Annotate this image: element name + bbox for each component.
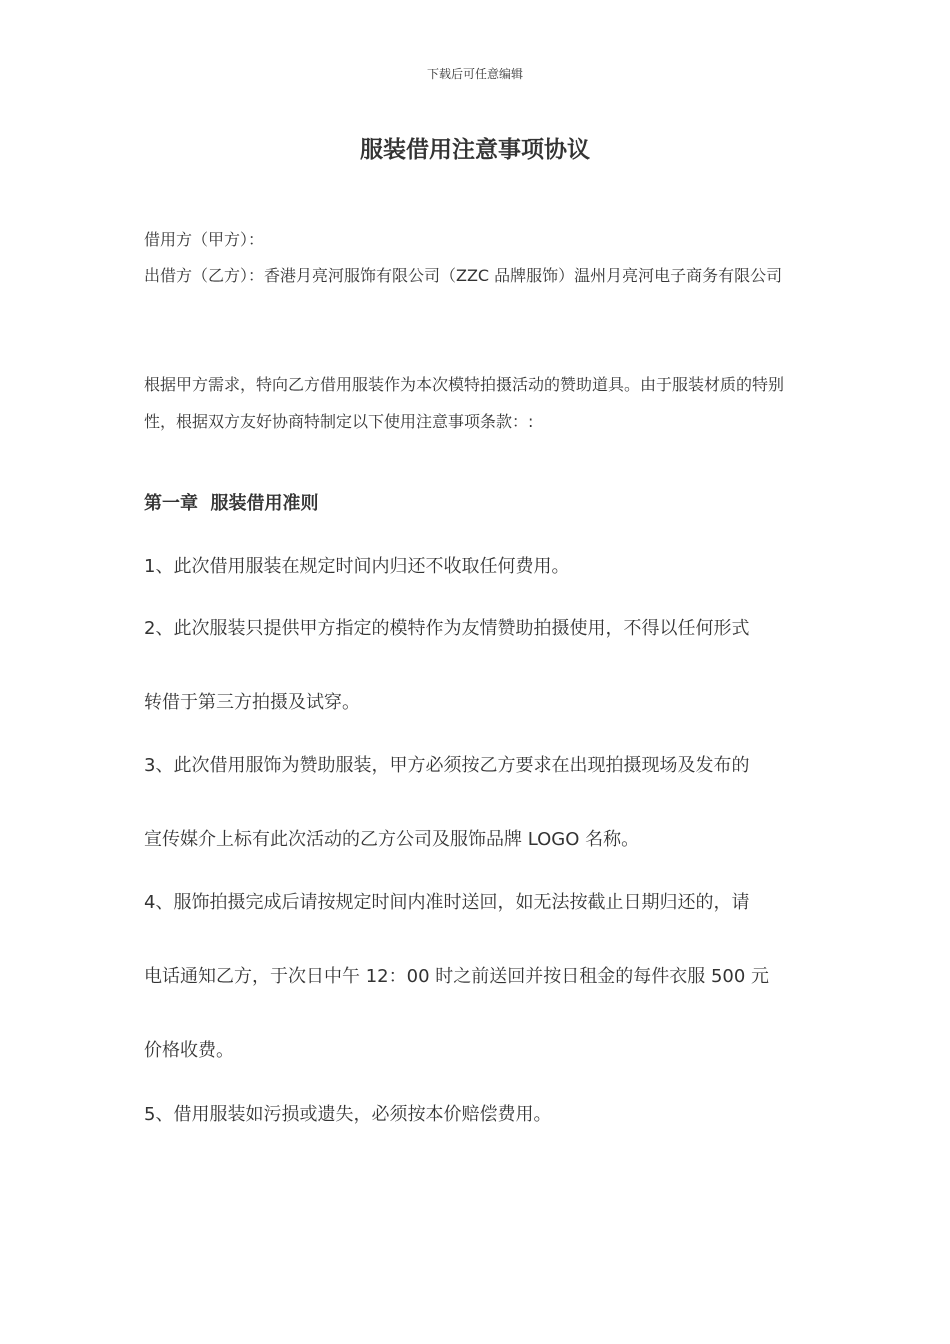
intro-paragraph: 根据甲方需求，特向乙方借用服装作为本次模特拍摄活动的赞助道具。由于服装材质的特别性，根据双方友好协商特制定以下使用注意事项条款：: <box>144 375 785 431</box>
clause-line: 3、此次借用服饰为赞助服装，甲方必须按乙方要求在出现拍摄现场及发布的 <box>144 755 750 776</box>
clause-line: 宣传媒介上标有此次活动的乙方公司及服饰品牌 LOGO 名称。 <box>144 829 640 850</box>
chapter-title: 第一章 服装借用准则 <box>144 493 319 514</box>
clause-3 <box>144 752 812 900</box>
clause-line: 电话通知乙方，于次日中午 12：00 时之前送回并按日租金的每件衣服 500 元 <box>144 966 770 987</box>
clause-line: 2、此次服装只提供甲方指定的模特作为友情赞助拍摄使用，不得以任何形式 <box>144 618 750 639</box>
document-title: 服装借用注意事项协议 <box>360 137 590 163</box>
clause-4 <box>144 889 812 1111</box>
clause-line: 5、借用服装如污损或遗失，必须按本价赔偿费用。 <box>144 1104 552 1125</box>
clause-line: 4、服饰拍摄完成后请按规定时间内准时送回，如无法按截止日期归还的，请 <box>144 892 750 913</box>
clause-2 <box>144 615 812 763</box>
lender-party: 出借方（乙方）：香港月亮河服饰有限公司（ZZC 品牌服饰）温州月亮河电子商务有限公司 <box>144 266 783 285</box>
clause-line: 价格收费。 <box>144 1040 234 1061</box>
clause-5 <box>144 1101 812 1175</box>
header-note: 下载后可任意编辑 <box>426 67 523 81</box>
clause-line: 1、此次借用服装在规定时间内归还不收取任何费用。 <box>144 556 570 577</box>
borrower-party: 借用方（甲方）： <box>144 230 265 249</box>
clause-line: 转借于第三方拍摄及试穿。 <box>144 692 360 713</box>
